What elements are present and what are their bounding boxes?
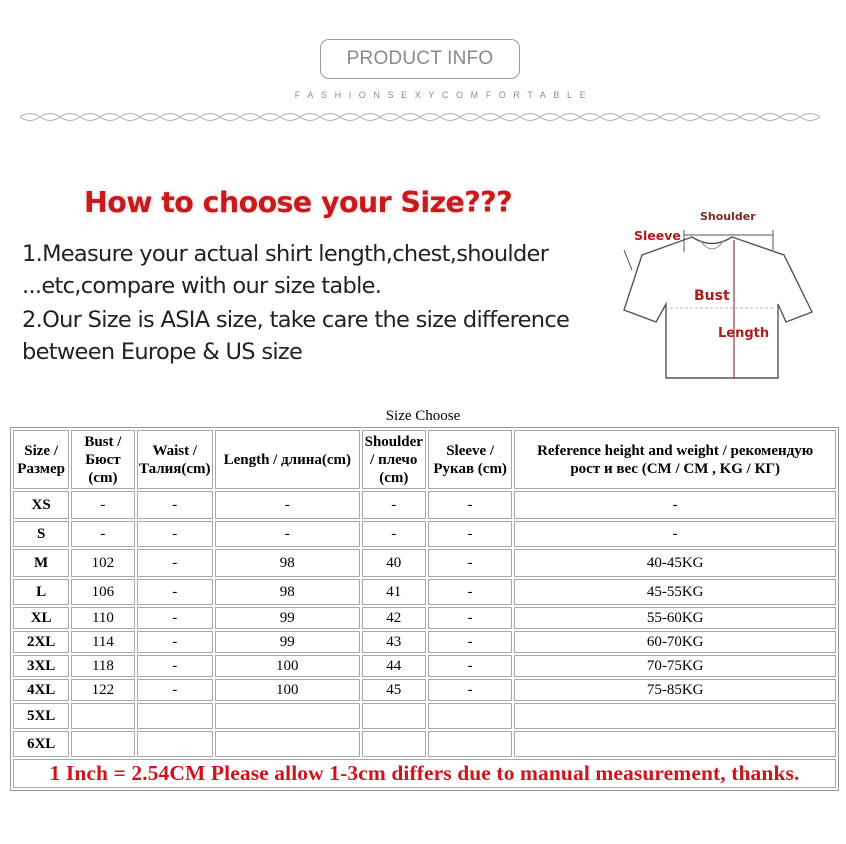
- product-info-badge: [320, 39, 520, 79]
- header-bust: Bust / Бюст (cm): [71, 430, 134, 489]
- table-header-row: [13, 430, 836, 489]
- instruction-line-2: ...etc,compare with our size table.: [22, 273, 382, 299]
- cell-length: 100: [215, 679, 360, 701]
- cell-size: L: [13, 579, 69, 605]
- cell-bust: [71, 731, 134, 757]
- measurement-note: 1 Inch = 2.54CM Please allow 1-3cm differs due to manual measurement, thanks.: [13, 759, 836, 788]
- cell-shoulder: 44: [362, 655, 426, 677]
- cell-size: 3XL: [13, 655, 69, 677]
- cell-length: 99: [215, 607, 360, 629]
- cell-reference: 70-75KG: [514, 655, 836, 677]
- diagram-label-shoulder: Shoulder: [700, 210, 756, 223]
- cell-reference: 55-60KG: [514, 607, 836, 629]
- cell-length: 98: [215, 549, 360, 577]
- cell-size: 6XL: [13, 731, 69, 757]
- cell-size: 5XL: [13, 703, 69, 729]
- cell-sleeve: -: [428, 491, 512, 519]
- cell-reference: -: [514, 521, 836, 547]
- table-row: [13, 579, 836, 605]
- tshirt-measurement-diagram-icon: [612, 200, 822, 380]
- table-caption: Size Choose: [385, 408, 461, 424]
- diagram-label-length: Length: [718, 326, 770, 341]
- table-row: [13, 491, 836, 519]
- cell-bust: -: [71, 491, 134, 519]
- cell-waist: -: [137, 491, 213, 519]
- cell-shoulder: 42: [362, 607, 426, 629]
- table-row: [13, 703, 836, 729]
- table-note-row: [13, 759, 836, 788]
- tagline: FASHIONSEXYCOMFORTABLE: [294, 90, 594, 100]
- cell-waist: -: [137, 521, 213, 547]
- instruction-line-3: 2.Our Size is ASIA size, take care the size difference: [22, 307, 570, 333]
- cell-sleeve: -: [428, 549, 512, 577]
- cell-reference: 45-55KG: [514, 579, 836, 605]
- cell-size: M: [13, 549, 69, 577]
- header-length: Length / длина(cm): [215, 430, 360, 489]
- header-sleeve: Sleeve / Рукав (cm): [428, 430, 512, 489]
- cell-bust: [71, 703, 134, 729]
- cell-shoulder: 41: [362, 579, 426, 605]
- size-chart-table: [10, 427, 839, 791]
- table-row: [13, 679, 836, 701]
- table-row: [13, 631, 836, 653]
- cell-length: 98: [215, 579, 360, 605]
- cell-sleeve: -: [428, 631, 512, 653]
- cell-sleeve: [428, 731, 512, 757]
- cell-size: 4XL: [13, 679, 69, 701]
- instruction-line-1: 1.Measure your actual shirt length,chest,shoulder: [22, 241, 549, 267]
- cell-size: XL: [13, 607, 69, 629]
- table-row: [13, 655, 836, 677]
- header-waist: Waist / Талия(cm): [137, 430, 213, 489]
- table-row: [13, 521, 836, 547]
- cell-length: -: [215, 521, 360, 547]
- size-guide-title: How to choose your Size???: [84, 186, 513, 219]
- cell-length: [215, 731, 360, 757]
- cell-size: S: [13, 521, 69, 547]
- cell-shoulder: -: [362, 521, 426, 547]
- cell-waist: -: [137, 631, 213, 653]
- cell-reference: 40-45KG: [514, 549, 836, 577]
- cell-size: XS: [13, 491, 69, 519]
- cell-reference: 75-85KG: [514, 679, 836, 701]
- cell-size: 2XL: [13, 631, 69, 653]
- cell-waist: [137, 703, 213, 729]
- cell-bust: 110: [71, 607, 134, 629]
- cell-sleeve: -: [428, 607, 512, 629]
- cell-bust: 114: [71, 631, 134, 653]
- header-shoulder: Shoulder / плечо (cm): [362, 430, 426, 489]
- cell-waist: -: [137, 549, 213, 577]
- wave-divider-icon: [20, 110, 820, 124]
- cell-waist: -: [137, 607, 213, 629]
- cell-reference: 60-70KG: [514, 631, 836, 653]
- product-info-title: PRODUCT INFO: [346, 48, 494, 69]
- cell-length: 100: [215, 655, 360, 677]
- table-row: [13, 731, 836, 757]
- header-reference: Reference height and weight / рекомендую рост и вес (CM / CM , KG / КГ): [514, 430, 836, 489]
- cell-shoulder: 40: [362, 549, 426, 577]
- cell-bust: 106: [71, 579, 134, 605]
- cell-waist: -: [137, 655, 213, 677]
- cell-length: [215, 703, 360, 729]
- cell-shoulder: [362, 731, 426, 757]
- table-row: [13, 607, 836, 629]
- cell-sleeve: -: [428, 655, 512, 677]
- cell-waist: -: [137, 579, 213, 605]
- cell-sleeve: [428, 703, 512, 729]
- cell-bust: 122: [71, 679, 134, 701]
- cell-bust: -: [71, 521, 134, 547]
- cell-shoulder: 45: [362, 679, 426, 701]
- cell-reference: [514, 703, 836, 729]
- cell-shoulder: -: [362, 491, 426, 519]
- cell-waist: -: [137, 679, 213, 701]
- cell-length: -: [215, 491, 360, 519]
- diagram-label-bust: Bust: [694, 288, 730, 304]
- table-row: [13, 549, 836, 577]
- cell-sleeve: -: [428, 579, 512, 605]
- header-size: Size / Размер: [13, 430, 69, 489]
- cell-shoulder: [362, 703, 426, 729]
- cell-bust: 102: [71, 549, 134, 577]
- cell-bust: 118: [71, 655, 134, 677]
- diagram-label-sleeve: Sleeve: [634, 228, 681, 243]
- cell-sleeve: -: [428, 679, 512, 701]
- cell-sleeve: -: [428, 521, 512, 547]
- cell-reference: [514, 731, 836, 757]
- cell-waist: [137, 731, 213, 757]
- instruction-line-4: between Europe & US size: [22, 339, 303, 365]
- cell-shoulder: 43: [362, 631, 426, 653]
- cell-reference: -: [514, 491, 836, 519]
- cell-length: 99: [215, 631, 360, 653]
